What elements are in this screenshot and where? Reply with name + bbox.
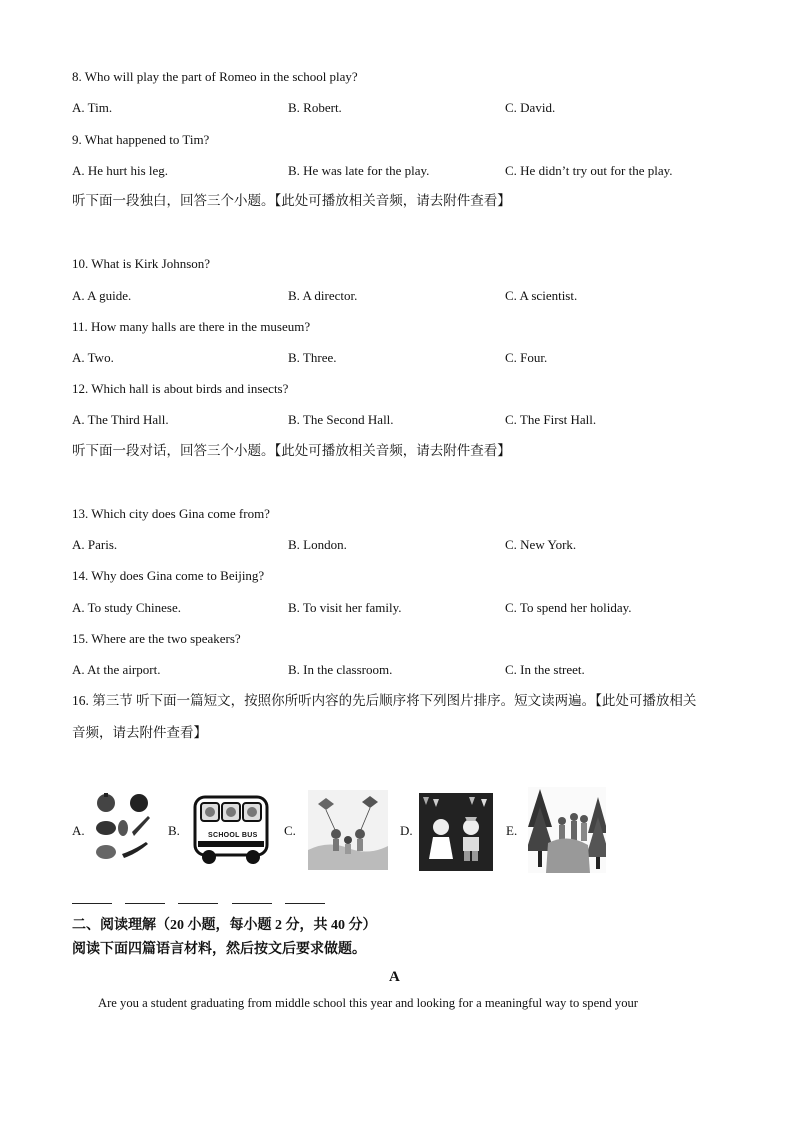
picture-label-d: D.: [400, 823, 413, 838]
passage-first-line: Are you a student graduating from middle school this year and looking for a meaningful way to spend your: [98, 996, 639, 1010]
question-8: 8. Who will play the part of Romeo in the school play?: [72, 69, 358, 84]
picture-label-e: E.: [506, 823, 518, 838]
q15-option-c: C. In the street.: [505, 662, 585, 677]
q12-option-b: B. The Second Hall.: [288, 412, 394, 427]
picture-label-a: A.: [72, 823, 85, 838]
question-10: 10. What is Kirk Johnson?: [72, 256, 211, 271]
answer-blank-4[interactable]: [232, 903, 272, 904]
q15-option-a: A. At the airport.: [72, 662, 161, 677]
q12-option-a: A. The Third Hall.: [72, 412, 169, 427]
q11-option-c: C. Four.: [505, 350, 548, 365]
q10-option-c: C. A scientist.: [505, 288, 578, 303]
answer-blank-3[interactable]: [178, 903, 218, 904]
q8-option-c: C. David.: [505, 100, 556, 115]
picture-label-b: B.: [168, 823, 180, 838]
question-12: 12. Which hall is about birds and insects?: [72, 381, 289, 396]
q10-option-a: A. A guide.: [72, 288, 132, 303]
q12-option-c: C. The First Hall.: [505, 412, 597, 427]
monologue-instruction: 听下面一段独白，回答三个小题。【此处可播放相关音频，请去附件查看】: [72, 193, 511, 208]
q10-option-b: B. A director.: [288, 288, 358, 303]
q9-option-a: A. He hurt his leg.: [72, 163, 169, 178]
q11-option-a: A. Two.: [72, 350, 114, 365]
question-14: 14. Why does Gina come to Beijing?: [72, 568, 265, 583]
question-11: 11. How many halls are there in the museum?: [72, 319, 311, 334]
question-15: 15. Where are the two speakers?: [72, 631, 241, 646]
q14-option-b: B. To visit her family.: [288, 600, 402, 615]
answer-blank-1[interactable]: [72, 903, 112, 904]
q13-option-b: B. London.: [288, 537, 347, 552]
section-2-instruction: 阅读下面四篇语言材料，然后按文后要求做题。: [72, 942, 366, 957]
q14-option-c: C. To spend her holiday.: [505, 600, 632, 615]
question-16-line-1: 16. 第三节 听下面一篇短文，按照你所听内容的先后顺序将下列图片排序。短文读两遍。【此处可播放相关: [72, 693, 697, 708]
party-kids-picture: [419, 793, 493, 876]
section-2-heading: 二、阅读理解（20 小题，每小题 2 分，共 40 分）: [72, 918, 377, 933]
question-9: 9. What happened to Tim?: [72, 132, 210, 147]
question-13: 13. Which city does Gina come from?: [72, 506, 270, 521]
forest-hikers-picture: [528, 787, 606, 878]
q9-option-c: C. He didn’t try out for the play.: [505, 163, 673, 178]
vegetables-picture: [92, 792, 154, 869]
passage-letter: A: [389, 969, 400, 985]
school-bus-sign: SCHOOL BUS: [208, 832, 258, 839]
q13-option-c: C. New York.: [505, 537, 577, 552]
q15-option-b: B. In the classroom.: [288, 662, 393, 677]
answer-blank-2[interactable]: [125, 903, 165, 904]
q13-option-a: A. Paris.: [72, 537, 118, 552]
q9-option-b: B. He was late for the play.: [288, 163, 430, 178]
q11-option-b: B. Three.: [288, 350, 337, 365]
dialogue-instruction: 听下面一段对话，回答三个小题。【此处可播放相关音频，请去附件查看】: [72, 443, 511, 458]
question-16-line-2: 音频，请去附件查看】: [72, 725, 207, 740]
q8-option-b: B. Robert.: [288, 100, 342, 115]
q8-option-a: A. Tim.: [72, 100, 113, 115]
q14-option-a: A. To study Chinese.: [72, 600, 181, 615]
answer-blank-5[interactable]: [285, 903, 325, 904]
picture-label-c: C.: [284, 823, 296, 838]
kids-flying-kites-picture: [308, 790, 388, 875]
